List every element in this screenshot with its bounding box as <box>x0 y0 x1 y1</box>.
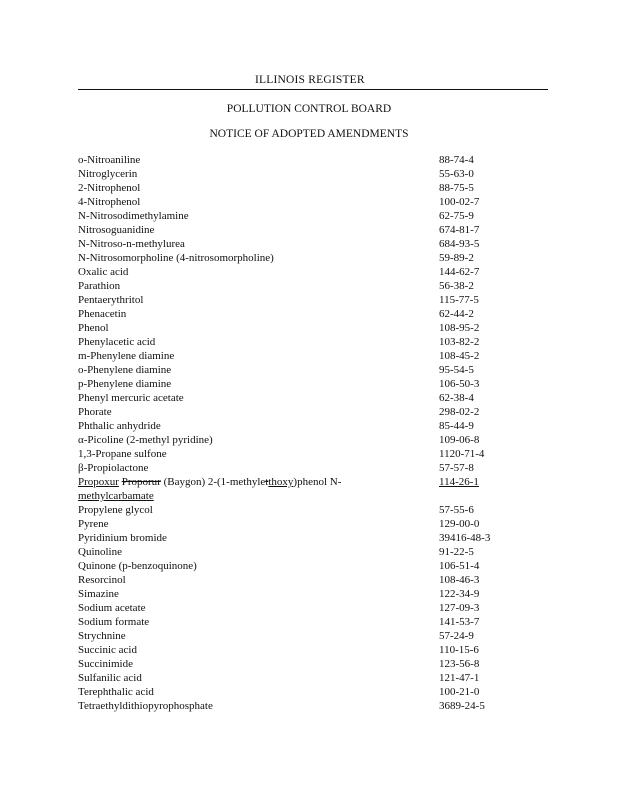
name-text-line2: methylcarbamate <box>78 490 154 502</box>
chemical-name: Oxalic acid <box>78 266 129 278</box>
chemical-name: Quinone (p-benzoquinone) <box>78 560 197 572</box>
chemical-name: Phthalic anhydride <box>78 420 161 432</box>
chemical-name: Sodium formate <box>78 616 150 628</box>
cas-number: 108-46-3 <box>439 574 480 586</box>
cas-number: 110-15-6 <box>439 644 479 656</box>
cas-number: 674-81-7 <box>439 224 480 236</box>
chemical-name: β-Propiolactone <box>78 462 149 474</box>
chemical-row <box>78 559 548 573</box>
deleted-text: Proporur <box>121 476 161 488</box>
chemical-name: Phenylacetic acid <box>78 336 156 348</box>
name-text: (Baygon) 2-(1-methyle <box>160 476 266 488</box>
chemical-name: 2-Nitrophenol <box>78 182 141 194</box>
cas-number: 57-55-6 <box>439 504 474 516</box>
chemical-name: Tetraethyldithiopyrophosphate <box>78 700 213 712</box>
cas-number: 141-53-7 <box>439 616 480 628</box>
chemical-row <box>78 265 548 279</box>
chemical-name: N-Nitrosodimethylamine <box>78 210 189 222</box>
cas-number: 88-74-4 <box>439 154 474 166</box>
cas-number: 95-54-5 <box>439 364 474 376</box>
name-text: )phenol N- <box>293 476 342 488</box>
chemical-row <box>78 447 548 461</box>
chemical-name: Nitroglycerin <box>78 168 138 180</box>
chemical-name: Simazine <box>78 588 119 600</box>
cas-number: 3689-24-5 <box>439 700 485 712</box>
cas-number: 115-77-5 <box>439 294 479 306</box>
chemical-row <box>78 223 548 237</box>
cas-number: 85-44-9 <box>439 420 474 432</box>
cas-number: 62-38-4 <box>439 392 474 404</box>
chemical-row <box>78 349 548 363</box>
chemical-name: Phorate <box>78 406 112 418</box>
cas-number: 109-06-8 <box>439 434 480 446</box>
cas-number: 108-45-2 <box>439 350 480 362</box>
chemical-name: Quinoline <box>78 546 122 558</box>
chemical-row <box>78 153 548 167</box>
cas-number: 129-00-0 <box>439 518 480 530</box>
chemical-row <box>78 293 548 307</box>
chemical-name: p-Phenylene diamine <box>78 378 172 390</box>
cas-number: 122-34-9 <box>439 588 480 600</box>
chemical-name: Parathion <box>78 280 121 292</box>
notice-title: NOTICE OF ADOPTED AMENDMENTS <box>209 128 409 140</box>
chemical-row <box>78 167 548 181</box>
chemical-row-propoxur <box>78 475 548 503</box>
cas-number: 103-82-2 <box>439 336 480 348</box>
chemical-row <box>78 335 548 349</box>
cas-number: 57-24-9 <box>439 630 474 642</box>
chemical-row <box>78 209 548 223</box>
chemical-row <box>78 531 548 545</box>
chemical-row <box>78 657 548 671</box>
chemical-name: Phenyl mercuric acetate <box>78 392 184 404</box>
chemical-row <box>78 279 548 293</box>
deleted-text: t <box>265 476 269 488</box>
chemical-name: 1,3-Propane sulfone <box>78 448 167 460</box>
cas-number: 55-63-0 <box>439 168 474 180</box>
chemical-row <box>78 615 548 629</box>
added-text: thoxy <box>268 476 294 488</box>
chemical-name: Phenol <box>78 322 109 334</box>
chemical-name: Terephthalic acid <box>78 686 154 698</box>
chemical-row <box>78 181 548 195</box>
board-title: POLLUTION CONTROL BOARD <box>226 103 392 115</box>
cas-number: 684-93-5 <box>439 238 480 250</box>
cas-number: 62-44-2 <box>439 308 474 320</box>
cas-number: 39416-48-3 <box>439 532 491 544</box>
chemical-name: α-Picoline (2-methyl pyridine) <box>78 434 213 446</box>
cas-number: 144-62-7 <box>439 266 480 278</box>
chemical-row <box>78 629 548 643</box>
cas-number: 56-38-2 <box>439 280 474 292</box>
chemical-name: m-Phenylene diamine <box>78 350 175 362</box>
chemical-name: o-Phenylene diamine <box>78 364 172 376</box>
chemical-name: Sulfanilic acid <box>78 672 142 684</box>
cas-number: 106-51-4 <box>439 560 480 572</box>
chemical-name: 4-Nitrophenol <box>78 196 141 208</box>
chemical-name: Succinic acid <box>78 644 137 656</box>
cas-number: 108-95-2 <box>439 322 480 334</box>
cas-number: 106-50-3 <box>439 378 480 390</box>
chemical-name <box>78 475 341 503</box>
cas-number: 88-75-5 <box>439 182 474 194</box>
cas-number: 298-02-2 <box>439 406 480 418</box>
cas-number: 1120-71-4 <box>439 448 485 460</box>
chemical-row <box>78 391 548 405</box>
chemical-row <box>78 405 548 419</box>
chemical-row <box>78 601 548 615</box>
chemical-name: Pentaerythritol <box>78 294 144 306</box>
chemical-name: Succinimide <box>78 658 133 670</box>
chemical-row <box>78 503 548 517</box>
added-text: Propoxur <box>78 476 119 488</box>
chemical-name: Strychnine <box>78 630 126 642</box>
chemical-row <box>78 377 548 391</box>
cas-number: 91-22-5 <box>439 546 474 558</box>
header-rule <box>78 89 548 90</box>
chemical-row <box>78 307 548 321</box>
chemical-row <box>78 643 548 657</box>
cas-number: 59-89-2 <box>439 252 474 264</box>
chemical-name: o-Nitroaniline <box>78 154 141 166</box>
chemical-list <box>78 153 548 713</box>
chemical-row <box>78 461 548 475</box>
cas-number: 121-47-1 <box>439 672 480 684</box>
chemical-name: Pyrene <box>78 518 109 530</box>
chemical-name: N-Nitrosomorpholine (4-nitrosomorpholine) <box>78 252 274 264</box>
cas-number: 123-56-8 <box>439 658 480 670</box>
cas-number: 62-75-9 <box>439 210 474 222</box>
chemical-row <box>78 363 548 377</box>
register-title: ILLINOIS REGISTER <box>255 74 365 86</box>
chemical-name: Phenacetin <box>78 308 127 320</box>
chemical-row <box>78 699 548 713</box>
cas-number: 100-02-7 <box>439 196 480 208</box>
cas-number: 100-21-0 <box>439 686 480 698</box>
chemical-row <box>78 587 548 601</box>
chemical-name: N-Nitroso-n-methylurea <box>78 238 185 250</box>
chemical-name: Resorcinol <box>78 574 126 586</box>
chemical-row <box>78 195 548 209</box>
chemical-row <box>78 517 548 531</box>
chemical-row <box>78 685 548 699</box>
cas-number: 57-57-8 <box>439 462 474 474</box>
chemical-row <box>78 433 548 447</box>
cas-number: 127-09-3 <box>439 602 480 614</box>
chemical-row <box>78 573 548 587</box>
chemical-name: Sodium acetate <box>78 602 146 614</box>
chemical-name: Propylene glycol <box>78 504 153 516</box>
chemical-name: Pyridinium bromide <box>78 532 167 544</box>
cas-number: 114-26-1 <box>439 476 479 488</box>
chemical-row <box>78 419 548 433</box>
chemical-row <box>78 671 548 685</box>
chemical-row <box>78 545 548 559</box>
chemical-row <box>78 321 548 335</box>
chemical-name: Nitrosoguanidine <box>78 224 155 236</box>
chemical-row <box>78 251 548 265</box>
chemical-row <box>78 237 548 251</box>
